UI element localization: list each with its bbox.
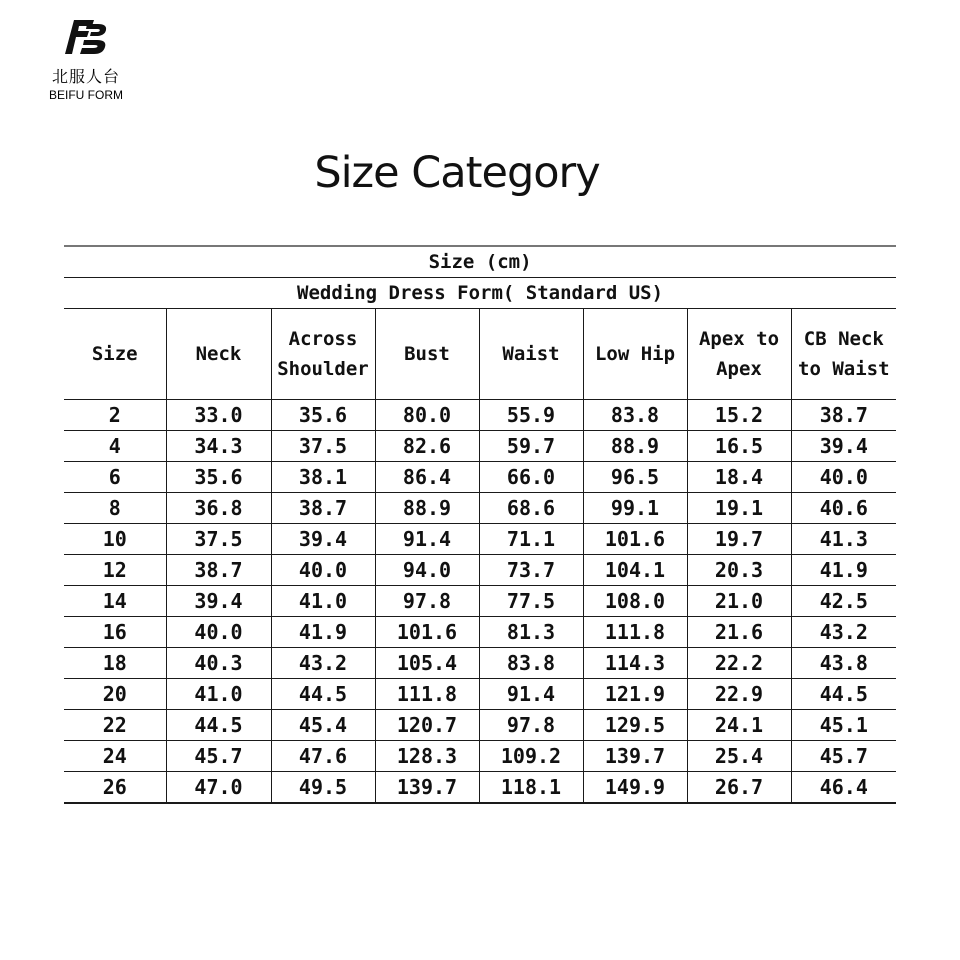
size-cell: 24	[64, 741, 166, 772]
measurement-cell: 101.6	[583, 524, 687, 555]
size-cell: 16	[64, 617, 166, 648]
measurement-cell: 33.0	[166, 400, 271, 431]
measurement-cell: 101.6	[375, 617, 479, 648]
measurement-cell: 21.6	[687, 617, 791, 648]
measurement-cell: 111.8	[375, 679, 479, 710]
size-cell: 18	[64, 648, 166, 679]
table-row	[64, 679, 896, 710]
column-header-low-hip: Low Hip	[583, 309, 687, 400]
measurement-cell: 82.6	[375, 431, 479, 462]
measurement-cell: 16.5	[687, 431, 791, 462]
measurement-cell: 118.1	[479, 772, 583, 804]
measurement-cell: 94.0	[375, 555, 479, 586]
size-cell: 12	[64, 555, 166, 586]
fb-monogram-logo	[64, 18, 108, 56]
measurement-cell: 88.9	[583, 431, 687, 462]
measurement-cell: 41.0	[166, 679, 271, 710]
measurement-cell: 40.6	[791, 493, 896, 524]
measurement-cell: 47.6	[271, 741, 375, 772]
brand-block	[30, 18, 142, 102]
table-row	[64, 772, 896, 804]
measurement-cell: 44.5	[166, 710, 271, 741]
measurement-cell: 38.7	[271, 493, 375, 524]
measurement-cell: 83.8	[479, 648, 583, 679]
table-title: Size (cm)	[64, 246, 896, 278]
measurement-cell: 91.4	[375, 524, 479, 555]
measurement-cell: 39.4	[791, 431, 896, 462]
measurement-cell: 66.0	[479, 462, 583, 493]
measurement-cell: 108.0	[583, 586, 687, 617]
measurement-cell: 128.3	[375, 741, 479, 772]
measurement-cell: 36.8	[166, 493, 271, 524]
table-header-row	[64, 309, 896, 400]
measurement-cell: 129.5	[583, 710, 687, 741]
measurement-cell: 59.7	[479, 431, 583, 462]
measurement-cell: 24.1	[687, 710, 791, 741]
measurement-cell: 96.5	[583, 462, 687, 493]
measurement-cell: 45.4	[271, 710, 375, 741]
measurement-cell: 38.1	[271, 462, 375, 493]
table-row	[64, 555, 896, 586]
measurement-cell: 45.7	[791, 741, 896, 772]
measurement-cell: 41.3	[791, 524, 896, 555]
measurement-cell: 47.0	[166, 772, 271, 804]
measurement-cell: 19.1	[687, 493, 791, 524]
measurement-cell: 18.4	[687, 462, 791, 493]
measurement-cell: 73.7	[479, 555, 583, 586]
measurement-cell: 43.2	[791, 617, 896, 648]
measurement-cell: 139.7	[583, 741, 687, 772]
measurement-cell: 25.4	[687, 741, 791, 772]
column-header-cb-neck-to-waist: CB Neck to Waist	[791, 309, 896, 400]
table-row	[64, 648, 896, 679]
measurement-cell: 55.9	[479, 400, 583, 431]
brand-name-english: BEIFU FORM	[49, 88, 123, 102]
measurement-cell: 26.7	[687, 772, 791, 804]
measurement-cell: 39.4	[271, 524, 375, 555]
measurement-cell: 40.3	[166, 648, 271, 679]
measurement-cell: 41.9	[791, 555, 896, 586]
measurement-cell: 35.6	[166, 462, 271, 493]
measurement-cell: 21.0	[687, 586, 791, 617]
measurement-cell: 41.9	[271, 617, 375, 648]
measurement-cell: 43.8	[791, 648, 896, 679]
column-header-waist: Waist	[479, 309, 583, 400]
table-row	[64, 462, 896, 493]
measurement-cell: 19.7	[687, 524, 791, 555]
measurement-cell: 45.1	[791, 710, 896, 741]
measurement-cell: 99.1	[583, 493, 687, 524]
size-cell: 6	[64, 462, 166, 493]
measurement-cell: 88.9	[375, 493, 479, 524]
table-row	[64, 400, 896, 431]
brand-name-chinese: 北服人台	[51, 67, 120, 86]
measurement-cell: 39.4	[166, 586, 271, 617]
measurement-cell: 45.7	[166, 741, 271, 772]
size-cell: 26	[64, 772, 166, 804]
measurement-cell: 121.9	[583, 679, 687, 710]
measurement-cell: 37.5	[271, 431, 375, 462]
measurement-cell: 139.7	[375, 772, 479, 804]
size-cell: 8	[64, 493, 166, 524]
measurement-cell: 149.9	[583, 772, 687, 804]
measurement-cell: 81.3	[479, 617, 583, 648]
table-row	[64, 710, 896, 741]
measurement-cell: 49.5	[271, 772, 375, 804]
measurement-cell: 43.2	[271, 648, 375, 679]
measurement-cell: 97.8	[479, 710, 583, 741]
measurement-cell: 83.8	[583, 400, 687, 431]
table-row	[64, 586, 896, 617]
measurement-cell: 111.8	[583, 617, 687, 648]
column-header-neck: Neck	[166, 309, 271, 400]
column-header-across-shoulder: Across Shoulder	[271, 309, 375, 400]
measurement-cell: 105.4	[375, 648, 479, 679]
table-row	[64, 617, 896, 648]
size-cell: 20	[64, 679, 166, 710]
table-row	[64, 741, 896, 772]
measurement-cell: 68.6	[479, 493, 583, 524]
size-cell: 2	[64, 400, 166, 431]
size-cell: 4	[64, 431, 166, 462]
size-table	[64, 245, 896, 804]
measurement-cell: 38.7	[791, 400, 896, 431]
measurement-cell: 15.2	[687, 400, 791, 431]
measurement-cell: 97.8	[375, 586, 479, 617]
measurement-cell: 120.7	[375, 710, 479, 741]
measurement-cell: 86.4	[375, 462, 479, 493]
measurement-cell: 44.5	[791, 679, 896, 710]
measurement-cell: 34.3	[166, 431, 271, 462]
measurement-cell: 40.0	[791, 462, 896, 493]
page-title: Size Category	[314, 148, 600, 198]
measurement-cell: 41.0	[271, 586, 375, 617]
measurement-cell: 80.0	[375, 400, 479, 431]
measurement-cell: 35.6	[271, 400, 375, 431]
table-row	[64, 524, 896, 555]
size-cell: 10	[64, 524, 166, 555]
measurement-cell: 40.0	[166, 617, 271, 648]
table-row	[64, 493, 896, 524]
table-body	[64, 400, 896, 804]
column-header-bust: Bust	[375, 309, 479, 400]
measurement-cell: 71.1	[479, 524, 583, 555]
measurement-cell: 114.3	[583, 648, 687, 679]
measurement-cell: 46.4	[791, 772, 896, 804]
measurement-cell: 37.5	[166, 524, 271, 555]
table-subtitle: Wedding Dress Form( Standard US)	[64, 278, 896, 309]
measurement-cell: 20.3	[687, 555, 791, 586]
measurement-cell: 77.5	[479, 586, 583, 617]
size-cell: 22	[64, 710, 166, 741]
measurement-cell: 42.5	[791, 586, 896, 617]
measurement-cell: 91.4	[479, 679, 583, 710]
measurement-cell: 22.2	[687, 648, 791, 679]
size-cell: 14	[64, 586, 166, 617]
measurement-cell: 44.5	[271, 679, 375, 710]
measurement-cell: 104.1	[583, 555, 687, 586]
column-header-apex-to-apex: Apex to Apex	[687, 309, 791, 400]
column-header-size: Size	[64, 309, 166, 400]
measurement-cell: 22.9	[687, 679, 791, 710]
table-row	[64, 431, 896, 462]
measurement-cell: 38.7	[166, 555, 271, 586]
measurement-cell: 40.0	[271, 555, 375, 586]
measurement-cell: 109.2	[479, 741, 583, 772]
